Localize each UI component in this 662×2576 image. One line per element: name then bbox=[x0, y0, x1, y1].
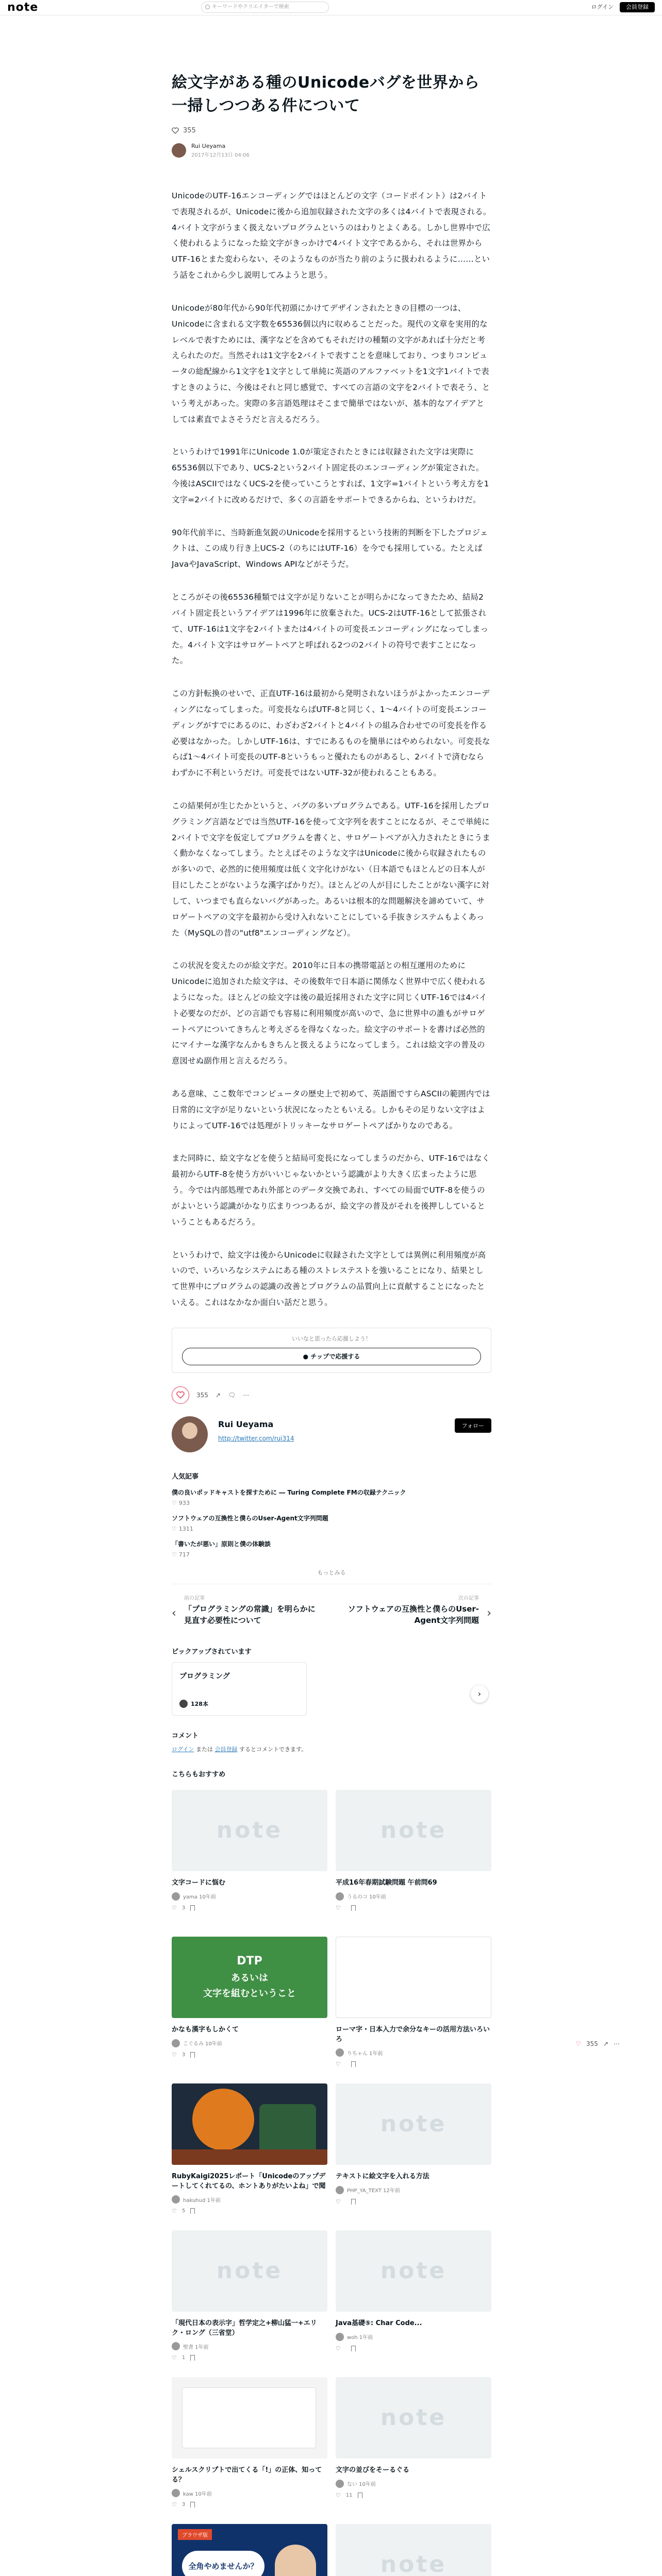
recommend-card[interactable] bbox=[172, 1937, 327, 2083]
heart-icon[interactable]: ♡ bbox=[172, 2208, 177, 2215]
dtp-line1: DTP bbox=[237, 1955, 262, 1968]
next-title[interactable]: ソフトウェアの互換性と僕らのUser-Agent文字列問題 bbox=[347, 1604, 479, 1625]
card-likes: 3 bbox=[181, 2502, 186, 2508]
thumbnail[interactable] bbox=[172, 2083, 327, 2165]
thumbnail[interactable] bbox=[172, 2524, 327, 2576]
heart-icon[interactable] bbox=[172, 127, 179, 134]
tip-label: チップで応援する bbox=[310, 1352, 360, 1360]
signup-button[interactable]: 会員登録 bbox=[620, 2, 655, 12]
pickup-heading: ピックアップされています bbox=[172, 1648, 252, 1656]
like-summary bbox=[172, 127, 491, 134]
login-button[interactable]: ログイン bbox=[591, 4, 614, 10]
paragraph: ある意味、ここ数年でコンピュータの歴史上で初めて、英語圏ですらASCIIの範囲内では日常的に文字が足りないという状況になったともいえる。しかもその足りない文字はよりによってUTF-16では処理がトリッキーなサロゲートペアばかりなのである。 bbox=[172, 1089, 490, 1130]
dtp-line2: あるいは bbox=[231, 1973, 268, 1984]
heart-icon[interactable]: ♡ bbox=[336, 2061, 341, 2068]
recommend-card[interactable] bbox=[336, 2230, 491, 2377]
heart-icon[interactable]: ♡ bbox=[336, 2345, 341, 2352]
comment-section bbox=[172, 1730, 491, 1753]
popular-likes: 1311 bbox=[178, 1525, 193, 1532]
pickup-section bbox=[172, 1646, 491, 1716]
recommend-card[interactable] bbox=[336, 2524, 491, 2576]
card-author: うるのコ 10年前 bbox=[347, 1894, 386, 1901]
card-author: こぐるみ 10年前 bbox=[183, 2041, 222, 2047]
card-author: PHP_YA_TEXT 12年前 bbox=[347, 2188, 400, 2194]
comment-signup-link[interactable]: 会員登録 bbox=[214, 1745, 238, 1753]
card-author: ない 10年前 bbox=[347, 2482, 376, 2488]
recommend-card[interactable] bbox=[172, 1790, 327, 1937]
bookmark-icon[interactable] bbox=[190, 2208, 195, 2214]
bookmark-icon[interactable] bbox=[190, 2502, 195, 2507]
card-likes: 3 bbox=[181, 2052, 186, 2058]
card-title[interactable]: ローマ字・日本入力で余分なキーの活用方法いろいろ bbox=[336, 2025, 490, 2043]
heart-icon: ♡ bbox=[172, 1551, 177, 1558]
paragraph: この状況を変えたのが絵文字だ。2010年に日本の携帯電話との相互運用のためにUnicodeに追加された絵文字は、その後数年で日本語に関係なく世界中で広く使われるようになった。ほとんどの絵文字は後の最近採用された文字に同じくUTF-16では4バイト必要なのだが、どの言語でも容易に利用頻度が高いので、急に世界中の誰もがサロゲートペアについてきちんと考えざるを得なくなった。絵文字のサポートを書けば必然的にマイナーな漢字なんかもきちんと扱えるようになってしまう。これは絵文字の普及の意図せぬ副作用と言えるだろう。 bbox=[172, 961, 487, 1066]
comment-login-link[interactable]: ログイン bbox=[172, 1745, 194, 1753]
chevron-right-icon: › bbox=[487, 1606, 491, 1620]
thumb-text: 全角やめませんか？ bbox=[182, 2551, 264, 2576]
author-link[interactable]: http://twitter.com/rui314 bbox=[218, 1434, 294, 1442]
recommend-card[interactable] bbox=[172, 2230, 327, 2377]
paragraph: この結果何が生じたかというと、バグの多いプログラムである。UTF-16を採用したプログラミング言語などでは当然UTF-16を使って文字列を表すことになるが、そこで単純に2バイトで文字を仮定してプログラムを書くと、サロゲートペアが入力されたときにうまく動かなくなってしまう。たとえばそのような文字はUnicodeに後から収録されたものが多いので、必然的に使用頻度は低く文字化けがない（日本語でもほとんどの日本人が目にしたことがないような漢字ばかりだ）。ほとんどの人が目にしたことがない漢字に対して、いつまでも直らないバグがあった。あるいは根本的な問題解決を諦めていて、サロゲートペアの文字を最初から受け入れないことにしている手抜きシステムもよくあった（MySQLの昔の"utf8"エンコーディングなど）。 bbox=[172, 801, 490, 938]
prev-title[interactable]: 「プログラミングの常識」を明らかに見直す必要性について bbox=[184, 1604, 316, 1625]
author-card bbox=[172, 1416, 491, 1462]
action-bar bbox=[172, 1386, 491, 1404]
placeholder-logo: note bbox=[216, 2258, 283, 2284]
heart-icon[interactable]: ♡ bbox=[336, 2198, 341, 2205]
placeholder-logo: note bbox=[380, 2111, 447, 2138]
show-more-link[interactable]: もっとみる bbox=[172, 1568, 491, 1584]
bookmark-icon[interactable] bbox=[358, 2493, 362, 2498]
avatar bbox=[172, 2195, 180, 2204]
card-title[interactable]: 「現代日本の表示字」哲学定之+柳山猛一+エリク・ロング（三省堂） bbox=[172, 2319, 317, 2337]
article-title: 絵文字がある種のUnicodeバグを世界から一掃しつつある件について bbox=[172, 74, 480, 115]
support-box bbox=[172, 1328, 491, 1373]
next-label: 次の記事 bbox=[458, 1595, 479, 1601]
thumb-badge: ブラウザ版 bbox=[178, 2529, 212, 2540]
popular-title[interactable]: 「書いたが悪い」原則と僕の体験談 bbox=[172, 1540, 271, 1548]
card-author: りちゃん 1年前 bbox=[347, 2050, 383, 2057]
author-name[interactable]: Rui Ueyama bbox=[191, 143, 226, 149]
card-author: kaw 10年前 bbox=[183, 2491, 212, 2497]
popular-title[interactable]: 僕の良いポッドキャストを探すために ― Turing Complete FMの収録テクニック bbox=[172, 1488, 406, 1496]
card-title[interactable]: 平成16年春期試験問題 午前問69 bbox=[336, 1878, 437, 1887]
avatar bbox=[336, 2480, 344, 2488]
bookmark-icon[interactable] bbox=[351, 1905, 356, 1911]
recommend-card[interactable] bbox=[336, 2083, 491, 2230]
popular-heading: 人気記事 bbox=[172, 1472, 199, 1481]
prev-article[interactable] bbox=[172, 1594, 321, 1626]
recommend-card[interactable] bbox=[172, 2083, 327, 2230]
illustration bbox=[172, 2149, 327, 2165]
search-icon bbox=[205, 5, 210, 9]
card-likes: 5 bbox=[181, 2208, 186, 2214]
recommend-heading: こちらもおすすめ bbox=[172, 1770, 226, 1778]
tip-icon: ● bbox=[303, 1352, 311, 1360]
author-avatar[interactable] bbox=[172, 1416, 208, 1452]
article-nav bbox=[172, 1594, 491, 1634]
card-likes: 1 bbox=[181, 2355, 186, 2361]
search-placeholder: キーワードやクリエイターで検索 bbox=[212, 4, 289, 10]
card-author: woh 1年前 bbox=[347, 2335, 373, 2341]
card-title[interactable]: 文字の並びをそーるぐる bbox=[336, 2466, 410, 2474]
heart-icon[interactable]: ♡ bbox=[172, 2051, 177, 2058]
thumbnail[interactable] bbox=[172, 1790, 327, 1871]
publish-date: 2017年12月13日 04:06 bbox=[191, 152, 250, 158]
paragraph: 90年代前半に、当時新進気鋭のUnicodeを採用するという技術的判断を下したプロジェクトは、この成り行き上UCS-2（のちにはUTF-16）を今でも採用している。たとえばJavaやJavaScript、Windows APIなどがそうだ。 bbox=[172, 528, 488, 569]
bookmark-icon[interactable] bbox=[351, 2346, 356, 2351]
chevron-left-icon: ‹ bbox=[172, 1606, 176, 1620]
card-author: hakuhud 1年前 bbox=[183, 2197, 221, 2204]
prev-label: 前の記事 bbox=[184, 1595, 205, 1601]
avatar bbox=[336, 2333, 344, 2341]
card-title[interactable]: Java基礎⑤: Char Code... bbox=[336, 2319, 422, 2327]
next-article[interactable] bbox=[342, 1594, 491, 1626]
card-title[interactable]: テキストに絵文字を入れる方法 bbox=[336, 2172, 429, 2180]
illustration bbox=[192, 2089, 254, 2150]
heart-icon: ♡ bbox=[172, 1525, 177, 1532]
paragraph: というわけで1991年にUnicode 1.0が策定されたときには収録された文字は実際に65536個以下であり、UCS-2という2バイト固定長のエンコーディングが策定された。今後はASCIIではなくUCS-2を使っていこうとすれば、1文字=1バイトという考え方を1文字=2バイトに改めるだけで、多くの言語をサポートできるからね、というわけだ。 bbox=[172, 447, 489, 504]
placeholder-logo: note bbox=[380, 2551, 447, 2576]
illustration bbox=[275, 2545, 316, 2576]
illustration bbox=[182, 2387, 316, 2448]
paragraph: UnicodeのUTF-16エンコーディングではほとんどの文字（コードポイント）は2バイトで表現されるが、Unicodeに後から追加収録された文字の多くは4バイトで表現される。4バイト文字がうまく扱えないプログラムというのはわりとよくある。しかし世界中で広く使われるようになった絵文字がきっかけで4バイト文字であるから、それは世界からUTF-16とまた変わらない、そのようなものが当たり前のように扱われるように……という話をこれから少し説明してみようと思う。 bbox=[172, 191, 491, 280]
follow-button[interactable]: フォロー bbox=[455, 1418, 491, 1433]
avatar bbox=[172, 1892, 180, 1901]
heart-icon[interactable]: ♡ bbox=[172, 2354, 177, 2362]
avatar bbox=[172, 2342, 180, 2350]
heart-icon[interactable]: ♡ bbox=[336, 2492, 341, 2499]
thumbnail[interactable] bbox=[172, 1937, 327, 2018]
heart-icon[interactable]: ♡ bbox=[336, 1904, 341, 1911]
thumbnail[interactable] bbox=[336, 1937, 491, 2018]
card-likes: 3 bbox=[181, 1905, 186, 1911]
heart-icon[interactable]: ♡ bbox=[575, 2040, 582, 2047]
bookmark-icon[interactable] bbox=[351, 2199, 356, 2205]
bookmark-icon[interactable] bbox=[351, 2061, 356, 2067]
thumbnail[interactable] bbox=[336, 1790, 491, 1871]
card-title[interactable]: かなも漢字もしかくて bbox=[172, 2025, 239, 2033]
search-input[interactable] bbox=[201, 2, 329, 13]
card-author: 聖書 1年前 bbox=[183, 2344, 209, 2350]
share-icon[interactable]: ↗ bbox=[215, 1391, 221, 1399]
magazine-card[interactable] bbox=[172, 1662, 307, 1716]
card-title[interactable]: 文字コードに悩む bbox=[172, 1878, 226, 1887]
more-icon[interactable]: ⋯ bbox=[614, 2040, 620, 2047]
card-likes: 11 bbox=[345, 2492, 353, 2498]
recommend-card[interactable] bbox=[172, 2377, 327, 2524]
avatar bbox=[336, 2048, 344, 2057]
dtp-line3: 文字を組むということ bbox=[203, 1988, 296, 1999]
card-title[interactable]: RubyKaigi2025レポート「Unicodeのアップデートしてくれてるの、ホントありがたいよね」で聞 bbox=[172, 2172, 326, 2190]
more-icon[interactable]: ⋯ bbox=[243, 1391, 250, 1399]
tip-button[interactable] bbox=[182, 1348, 481, 1365]
avatar bbox=[172, 2489, 180, 2497]
comment-heading: コメント bbox=[172, 1732, 199, 1740]
placeholder-logo: note bbox=[380, 1817, 447, 1844]
share-icon[interactable]: ↗ bbox=[603, 2040, 608, 2047]
thumbnail[interactable] bbox=[336, 2377, 491, 2459]
popular-likes: 717 bbox=[178, 1551, 190, 1558]
placeholder-logo: note bbox=[380, 2258, 447, 2284]
paragraph: また同時に、絵文字などを使うと結局可変長になってしまうのだから、UTF-16ではなく最初からUTF-8を使う方がいいじゃないかという認識がより大きく広まったように思う。今では内部処理であれ外部とのデータ交換であれ、すべての局面でUTF-8を使うのがよいという認識がかなり広まりつつあるが、絵文字の普及がそれを後押ししているということもあるだろう。 bbox=[172, 1154, 490, 1227]
paragraph: この方針転換のせいで、正直UTF-16は最初から発明されないほうがよかったエンコーディングになってしまった。可変長ならばUTF-8と同じく、1〜4バイトの可変長エンコーディングがすでにあるのに、わざわざ2バイトと4バイトの組み合わせでの可変長を作る必要はなかった。しかしUTF-16は、すでにあるものを簡単にはやめられない。可変長ならば1〜4バイト可変長のUTF-8というもっと優れたものがあるし、2バイトで済むならわずかに不利というだけ。可変長ではないUTF-32が使われることもある。 bbox=[172, 689, 490, 778]
magazine-title: プログラミング bbox=[179, 1672, 230, 1681]
floating-like-count: 355 bbox=[586, 2040, 598, 2047]
thumbnail[interactable] bbox=[172, 2377, 327, 2459]
avatar[interactable] bbox=[172, 143, 186, 158]
thumbnail[interactable] bbox=[336, 2083, 491, 2165]
avatar bbox=[336, 2186, 344, 2194]
like-button[interactable] bbox=[172, 1386, 189, 1404]
like-count: 355 bbox=[183, 127, 196, 134]
action-like-count: 355 bbox=[196, 1391, 208, 1399]
article bbox=[172, 71, 491, 2576]
paragraph: というわけで、絵文字は後からUnicodeに収録された文字としては異例に利用頻度が高いので、いろいろなシステムにある種のストレステストを強いることになり、結果として世界中にプログラムの認識の改善とプログラムの品質向上に貢献することになったといえる。これはなかなか面白い話だと思う。 bbox=[172, 1250, 486, 1307]
popular-likes: 933 bbox=[178, 1499, 190, 1506]
recommend-card[interactable] bbox=[336, 1790, 491, 1937]
author-card-name[interactable]: Rui Ueyama bbox=[218, 1419, 274, 1429]
magazine-count: 128本 bbox=[191, 1700, 208, 1707]
list-item[interactable] bbox=[172, 1488, 491, 1506]
recommend-grid bbox=[172, 1790, 491, 2576]
site-header bbox=[0, 0, 662, 15]
thumbnail[interactable] bbox=[336, 2524, 491, 2576]
bookmark-icon[interactable] bbox=[190, 2355, 195, 2361]
list-item[interactable] bbox=[172, 1539, 491, 1558]
recommend-card[interactable] bbox=[336, 1937, 491, 2083]
carousel-next-button[interactable]: › bbox=[471, 1685, 488, 1703]
article-body bbox=[172, 188, 491, 1311]
popular-title[interactable]: ソフトウェアの互換性と僕らのUser-Agent文字列問題 bbox=[172, 1514, 328, 1522]
comment-middle: または bbox=[194, 1745, 215, 1753]
paragraph: Unicodeが80年代から90年代初頭にかけてデザインされたときの目標の一つは、Unicodeに含まれる文字数を65536個以内に収めることだった。現代の文章を実用的なレベルで表すためには、漢字などを含めてもそれだけの種類の文字があれば十分だと考えられたのだ。当然それは1文字を2バイトで表すことを意味しており、つまりコンピュータの総配線から1文字を1文字として単純に英語のアルファベットを1文字1バイトで表すときのように、今後はそれと同じ感覚で、すべての言語の文字を2バイトで表そう、という考えがあった。実際の多言語処理はそこまで簡単ではないが、基本的なアイデアとしては素直でよさそうだと言えるだろう。 bbox=[172, 303, 490, 424]
heart-icon[interactable]: ♡ bbox=[172, 1904, 177, 1911]
support-text: いいなと思ったら応援しよう！ bbox=[292, 1335, 371, 1342]
recommend-card[interactable] bbox=[336, 2377, 491, 2524]
paragraph: ところがその後65536種類では文字が足りないことが明らかになってきたため、結局2バイト固定長というアイデアは1996年に放棄された。UCS-2はUTF-16として拡張されて、UTF-16は1文字を2バイトまたは4バイトの可変長エンコーディングになってしまった。4バイト文字はサロゲートペアと呼ばれる2つの2バイトの符号で表すことになった。 bbox=[172, 592, 489, 666]
card-title[interactable]: シェルスクリプトで出てくる「!」の正体、知ってる？ bbox=[172, 2466, 322, 2484]
author-mini bbox=[172, 143, 491, 158]
illustration bbox=[259, 2104, 316, 2156]
bookmark-icon[interactable] bbox=[190, 2052, 195, 2058]
card-author: yama 10年前 bbox=[183, 1894, 216, 1901]
comment-note bbox=[172, 1745, 491, 1753]
avatar bbox=[172, 2039, 180, 2047]
list-item[interactable] bbox=[172, 1514, 491, 1532]
comment-icon[interactable]: 🗨 bbox=[227, 1391, 236, 1399]
floating-like-bar bbox=[575, 2040, 620, 2047]
note-logo[interactable]: note bbox=[7, 1, 39, 14]
placeholder-logo: note bbox=[216, 1817, 283, 1844]
heart-icon: ♡ bbox=[172, 1499, 177, 1506]
avatar bbox=[179, 1700, 188, 1708]
recommend-card[interactable] bbox=[172, 2524, 327, 2576]
bookmark-icon[interactable] bbox=[190, 1905, 195, 1911]
placeholder-logo: note bbox=[380, 2404, 447, 2431]
avatar bbox=[336, 1892, 344, 1901]
comment-tail: するとコメントできます。 bbox=[237, 1745, 307, 1753]
thumbnail[interactable] bbox=[336, 2230, 491, 2312]
thumbnail[interactable] bbox=[172, 2230, 327, 2312]
heart-icon[interactable]: ♡ bbox=[172, 2501, 177, 2509]
